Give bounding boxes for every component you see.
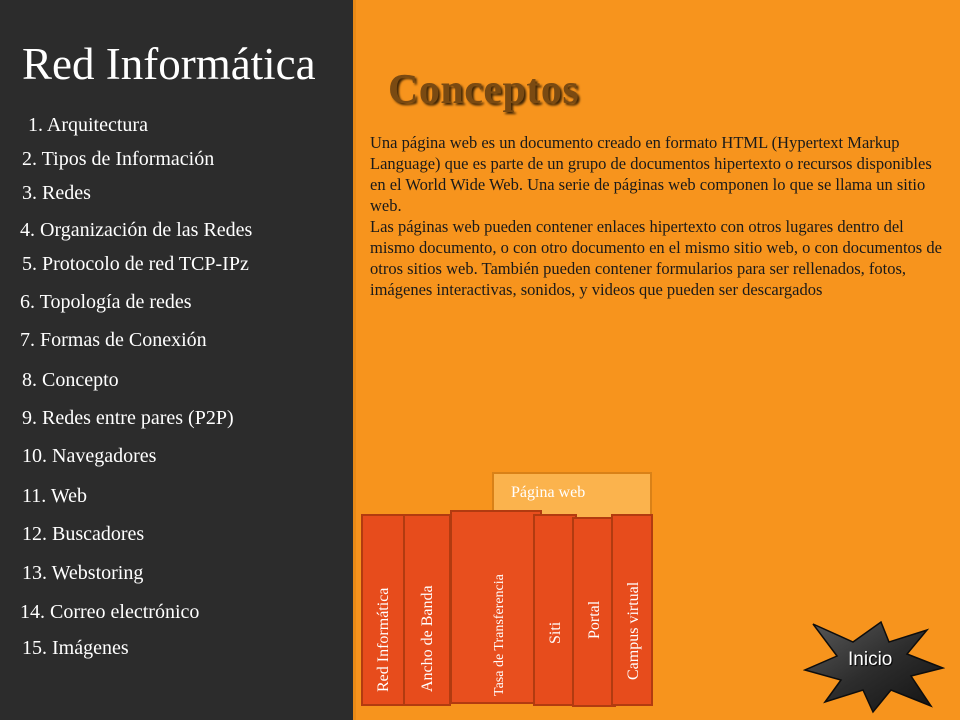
red-informatica-card bbox=[361, 514, 405, 706]
nav-item-redes[interactable]: 3. Redes bbox=[22, 182, 91, 204]
paragraph-definition: Una página web es un documento creado en formato HTML (Hypertext Markup Language) que es parte de un grupo de documentos hipertexto o recursos disponibles en el World Wide Web. Una serie de páginas web componen lo que se llama un sitio web. bbox=[370, 133, 932, 215]
inicio-label: Inicio bbox=[848, 649, 893, 670]
nav-item-correo[interactable]: 14. Correo electrónico bbox=[20, 601, 200, 623]
red-informatica-label: Red Informática bbox=[375, 587, 392, 692]
tasa-transferencia-label: Tasa de Transferencia bbox=[492, 574, 507, 696]
ancho-banda-card bbox=[403, 514, 451, 706]
nav-item-formas-conexion[interactable]: 7. Formas de Conexión bbox=[20, 329, 207, 351]
sitio-label: Siti bbox=[547, 621, 564, 644]
nav-item-p2p[interactable]: 9. Redes entre pares (P2P) bbox=[22, 407, 234, 429]
inicio-button[interactable] bbox=[803, 620, 945, 714]
nav-item-protocolo-tcp-ip[interactable]: 5. Protocolo de red TCP-IPz bbox=[22, 253, 249, 275]
nav-item-navegadores[interactable]: 10. Navegadores bbox=[22, 445, 157, 467]
paragraph-content: Las páginas web pueden contener enlaces hipertexto con otros lugares dentro del mismo documento, o con otro documento en el mismo sitio web, o con documentos de otros sitios web. También pueden contener formularios para ser rellenados, fotos, imágenes interactivas, sonidos, y videos que pueden ser descargados bbox=[370, 217, 942, 299]
nav-item-arquitectura[interactable]: 1. Arquitectura bbox=[28, 114, 148, 136]
campus-virtual-label: Campus virtual bbox=[625, 581, 642, 680]
nav-item-web[interactable]: 11. Web bbox=[22, 485, 88, 507]
pagina-web-label: Página web bbox=[511, 484, 586, 501]
page-heading: Conceptos bbox=[388, 67, 580, 113]
body-text bbox=[370, 132, 942, 300]
app-title: Red Informática bbox=[22, 39, 316, 89]
ancho-banda-label: Ancho de Banda bbox=[419, 585, 436, 692]
nav-item-organizacion-redes[interactable]: 4. Organización de las Redes bbox=[20, 219, 253, 241]
campus-virtual-card bbox=[611, 514, 653, 706]
portal-label: Portal bbox=[586, 600, 603, 639]
nav-item-webstoring[interactable]: 13. Webstoring bbox=[22, 562, 144, 584]
nav-item-buscadores[interactable]: 12. Buscadores bbox=[22, 523, 145, 545]
content-panel bbox=[353, 0, 960, 720]
nav-item-imagenes[interactable]: 15. Imágenes bbox=[22, 637, 129, 659]
nav-item-concepto[interactable]: 8. Concepto bbox=[22, 369, 119, 391]
sitio-card bbox=[533, 514, 577, 706]
tasa-transferencia-card bbox=[450, 510, 542, 704]
sidebar bbox=[0, 0, 353, 720]
nav-item-tipos-de-informacion[interactable]: 2. Tipos de Información bbox=[22, 148, 215, 170]
nav-item-topologia[interactable]: 6. Topología de redes bbox=[20, 291, 192, 313]
portal-card bbox=[572, 517, 616, 707]
